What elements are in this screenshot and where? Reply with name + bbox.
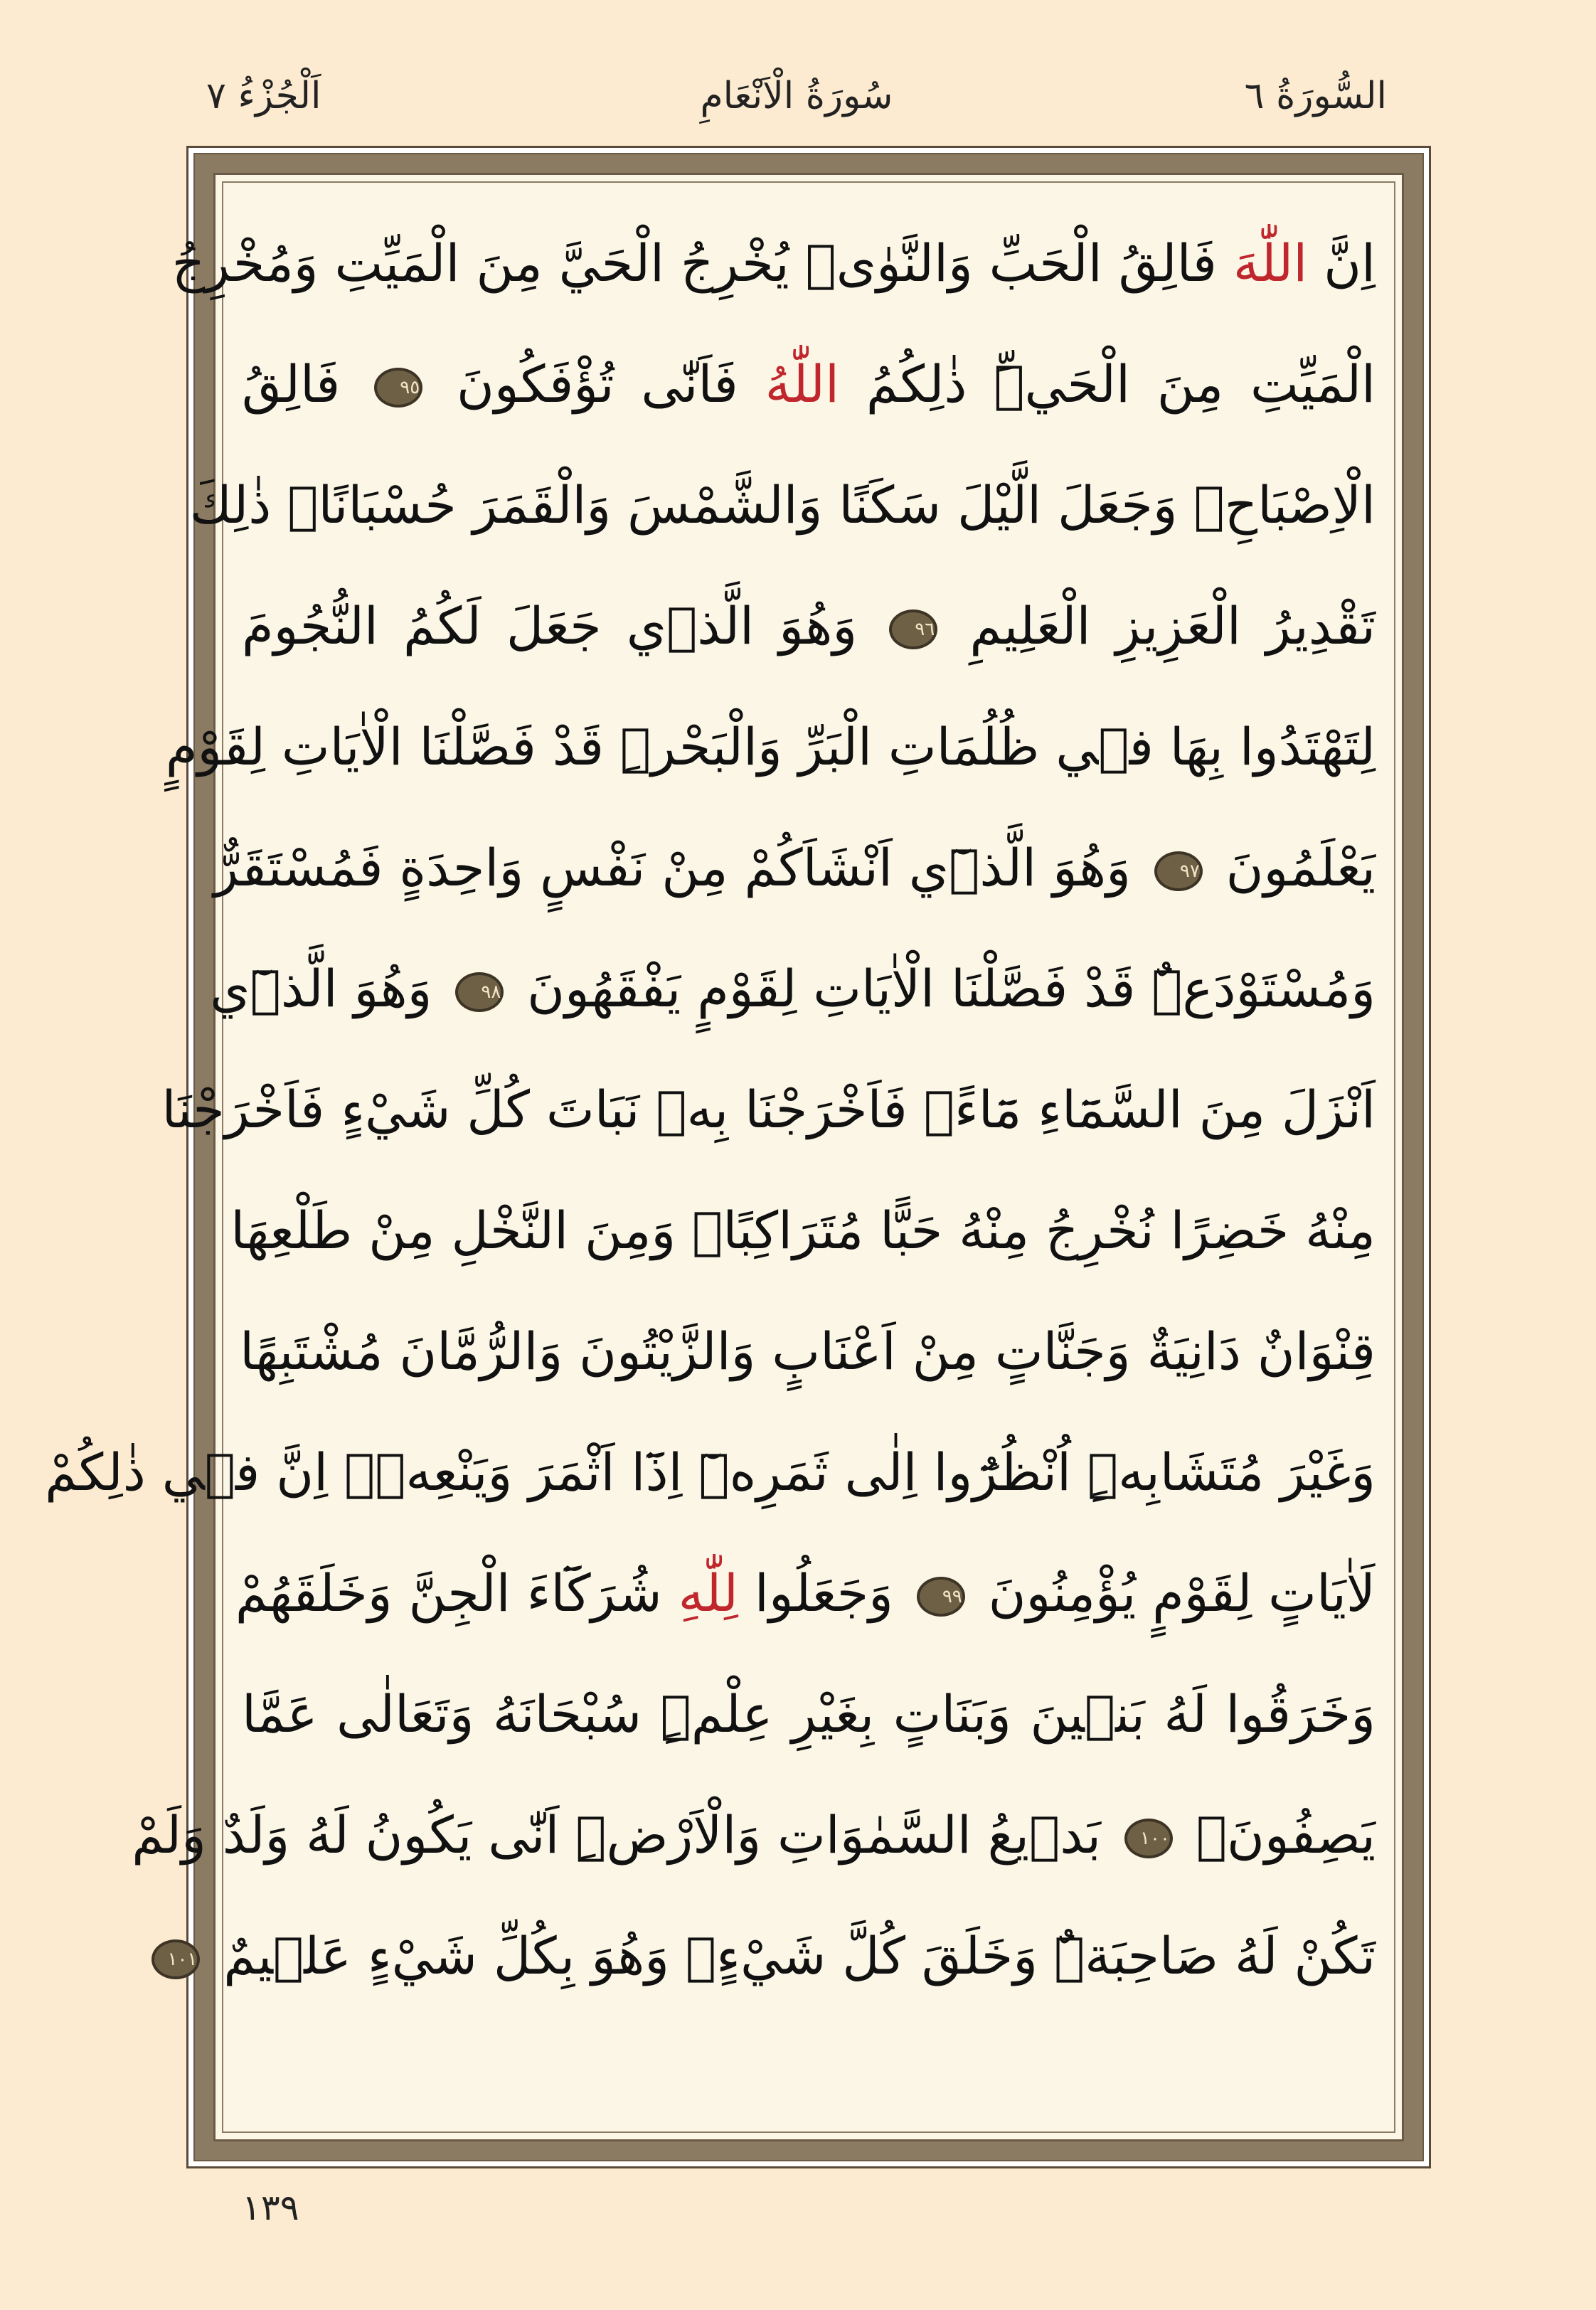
text-segment: وَخَرَقُوا لَهُ بَن۪ينَ وَبَنَاتٍ بِغَيْرِ عِلْمٍۜ سُبْحَانَهُ وَتَعَالٰى عَمَّا	[242, 1684, 1376, 1744]
text-line	[167, 1895, 1376, 2016]
page-header	[206, 68, 1387, 132]
text-segment: وَجَعَلُوا	[738, 1563, 910, 1623]
text-segment: وَهُوَ الَّذ۪ٓي اَنْشَاَكُمْ مِنْ نَفْسٍ وَاحِدَةٍ فَمُسْتَقَرٌّ	[213, 838, 1147, 898]
text-segment: وَهُوَ الَّذ۪ي جَعَلَ لَكُمُ النُّجُومَ	[242, 596, 883, 656]
juz-label: اَلْجُزْءُ ٧	[206, 75, 321, 117]
text-segment: يَصِفُونَ۟	[1179, 1805, 1376, 1865]
divine-name: اللّٰهَ	[1233, 233, 1308, 293]
text-segment: تَقْدِيرُ الْعَزِيزِ الْعَلِيمِ	[945, 596, 1376, 656]
ayah-number-marker: ١٠٠	[1124, 1819, 1173, 1858]
ayah-number-marker: ٩٩	[917, 1577, 965, 1617]
text-segment: بَد۪يعُ السَّمٰوَاتِ وَالْاَرْضِۜ اَنّٰى يَكُونُ لَهُ وَلَدٌ وَلَمْ	[132, 1805, 1117, 1865]
surah-name: سُورَةُ الْاَنْعَامِ	[700, 75, 893, 117]
text-line	[242, 1291, 1376, 1412]
text-segment: لِتَهْتَدُوا بِهَا ف۪ي ظُلُمَاتِ الْبَرِّ وَالْبَحْرِۜ قَدْ فَصَّلْنَا الْاٰيَاتِ لِقَوْمٍ	[165, 717, 1376, 777]
quran-text-block	[45, 196, 1376, 2116]
ayah-number-marker: ٩٦	[889, 610, 937, 649]
ayah-number-marker: ٩٧	[1154, 851, 1203, 891]
text-line	[171, 203, 1376, 324]
text-segment: الْاِصْبَاحِۚ وَجَعَلَ الَّيْلَ سَكَنًا وَالشَّمْسَ وَالْقَمَرَ حُسْبَانًاۜ ذٰلِكَ	[189, 475, 1376, 535]
ayah-number-marker: ٩٥	[374, 368, 422, 408]
text-line	[189, 445, 1376, 565]
text-line	[165, 686, 1376, 807]
text-segment: فَالِقُ الْحَبِّ وَالنَّوٰىۜ يُخْرِجُ الْحَيَّ مِنَ الْمَيِّتِ وَمُخْرِجُ	[171, 233, 1233, 293]
surah-number: السُّورَةُ ٦	[1244, 75, 1387, 117]
text-line	[213, 807, 1376, 928]
text-segment: اِنَّ	[1307, 233, 1376, 293]
text-segment: الْمَيِّتِ مِنَ الْحَيِّۜ ذٰلِكُمُ	[839, 354, 1376, 414]
text-segment: شُرَكَٓاءَ الْجِنَّ وَخَلَقَهُمْ	[235, 1563, 679, 1623]
text-segment: مِنْهُ خَضِرًا نُخْرِجُ مِنْهُ حَبًّا مُتَرَاكِبًاۚ وَمِنَ النَّخْلِ مِنْ طَلْعِهَا	[230, 1201, 1376, 1260]
text-segment: وَهُوَ الَّذ۪ٓي	[210, 959, 449, 1018]
text-segment: يَعْلَمُونَ	[1209, 838, 1376, 898]
text-line	[242, 324, 1376, 445]
text-segment: اَنْزَلَ مِنَ السَّمَٓاءِ مَٓاءًۚ فَاَخْرَجْنَا بِه۪ نَبَاتَ كُلِّ شَيْءٍ فَاَخْرَجْنَا	[161, 1080, 1376, 1139]
text-line	[132, 1774, 1376, 1895]
ayah-number-marker: ١٠١	[151, 1939, 200, 1979]
text-line	[242, 1654, 1376, 1774]
text-line	[210, 928, 1376, 1049]
text-line	[230, 1170, 1376, 1291]
text-segment: قِنْوَانٌ دَانِيَةٌ وَجَنَّاتٍ مِنْ اَعْنَابٍ وَالزَّيْتُونَ وَالرُّمَّانَ مُشْتَبِهًا	[240, 1321, 1376, 1381]
text-line	[242, 565, 1376, 686]
text-line	[235, 1533, 1376, 1654]
text-segment: فَالِقُ	[242, 354, 368, 414]
divine-name: لِلّٰهِ	[678, 1563, 738, 1623]
text-segment: تَكُنْ لَهُ صَاحِبَةٌۜ وَخَلَقَ كُلَّ شَيْءٍۚ وَهُوَ بِكُلِّ شَيْءٍ عَل۪يمٌ	[207, 1926, 1376, 1986]
text-segment: وَغَيْرَ مُتَشَابِهٍۜ اُنْظُرُٓوا اِلٰى ثَمَرِه۪ٓ اِذَٓا اَثْمَرَ وَيَنْعِه۪ۜ اِنَّ ف۪ي ذٰلِكُمْ	[45, 1442, 1376, 1502]
text-segment: لَاٰيَاتٍ لِقَوْمٍ يُؤْمِنُونَ	[972, 1563, 1376, 1623]
divine-name: اللّٰهُ	[765, 354, 839, 414]
text-segment: فَاَنّٰى تُؤْفَكُونَ	[430, 354, 765, 414]
page-number: ١٣٩	[242, 2187, 299, 2228]
text-segment: وَمُسْتَوْدَعٌۜ قَدْ فَصَّلْنَا الْاٰيَاتِ لِقَوْمٍ يَفْقَهُونَ	[511, 959, 1376, 1018]
text-line	[161, 1049, 1376, 1170]
text-line	[45, 1412, 1376, 1533]
ayah-number-marker: ٩٨	[455, 972, 504, 1012]
